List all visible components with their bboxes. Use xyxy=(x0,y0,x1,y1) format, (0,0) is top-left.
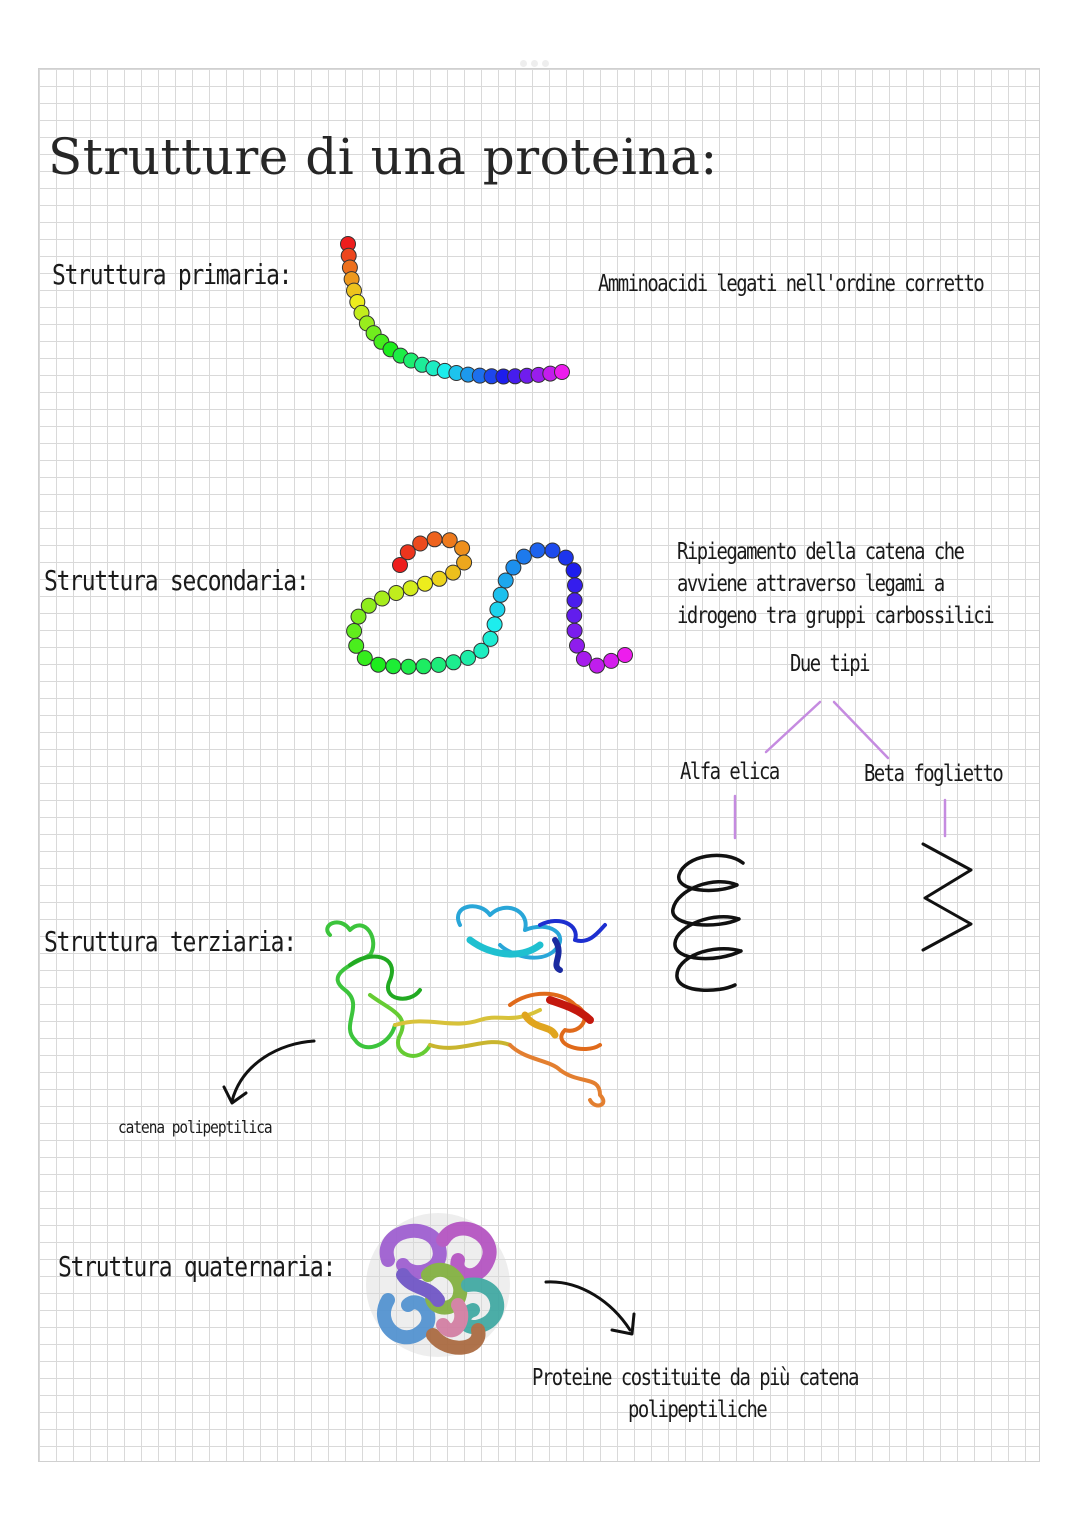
amino-acid-bead xyxy=(567,593,582,608)
amino-acid-bead xyxy=(418,576,433,591)
amino-acid-bead xyxy=(386,659,401,674)
tertiary-note: catena polipeptilica xyxy=(118,1118,272,1138)
amino-acid-bead xyxy=(375,591,390,606)
amino-acid-bead xyxy=(357,651,372,666)
amino-acid-bead xyxy=(403,581,418,596)
alfa-helix-drawing xyxy=(655,845,765,1000)
connector-to-beta xyxy=(834,702,888,758)
amino-acid-bead xyxy=(371,657,386,672)
amino-acid-bead xyxy=(618,648,633,663)
amino-acid-bead xyxy=(570,638,585,653)
quaternary-description-line-1: Proteine costituite da più catena xyxy=(532,1365,859,1391)
secondary-description-line-2: avviene attraverso legami a xyxy=(677,571,944,597)
primary-structure-description: Amminoacidi legati nell'ordine corretto xyxy=(598,271,984,297)
amino-acid-bead xyxy=(604,653,619,668)
amino-acid-bead xyxy=(567,623,582,638)
amino-acid-bead xyxy=(566,563,581,578)
amino-acid-bead xyxy=(432,571,447,586)
tertiary-structure-label: Struttura terziaria: xyxy=(44,925,296,958)
amino-acid-bead xyxy=(516,549,531,564)
amino-acid-bead xyxy=(498,573,513,588)
amino-acid-bead xyxy=(555,365,570,380)
amino-acid-bead xyxy=(446,565,461,580)
amino-acid-bead xyxy=(530,543,545,558)
amino-acid-bead xyxy=(351,609,366,624)
secondary-description-line-3: idrogeno tra gruppi carbossilici xyxy=(677,603,994,629)
amino-acid-bead xyxy=(446,655,461,670)
amino-acid-bead xyxy=(431,657,446,672)
primary-structure-bead-chain xyxy=(330,230,580,400)
page-title: Strutture di una proteina: xyxy=(48,128,718,186)
amino-acid-bead xyxy=(568,578,583,593)
amino-acid-bead xyxy=(483,631,498,646)
secondary-structure-label: Struttura secondaria: xyxy=(44,564,309,597)
amino-acid-bead xyxy=(567,608,582,623)
curved-arrow-to-note xyxy=(220,1035,330,1115)
amino-acid-bead xyxy=(545,543,560,558)
type-alfa-elica: Alfa elica xyxy=(680,759,779,785)
amino-acid-bead xyxy=(590,658,605,673)
amino-acid-bead xyxy=(427,532,442,547)
secondary-structure-bead-chain xyxy=(340,525,640,690)
connector-to-alfa xyxy=(766,702,820,752)
primary-structure-label: Struttura primaria: xyxy=(52,258,292,291)
amino-acid-bead xyxy=(493,587,508,602)
amino-acid-bead xyxy=(490,602,505,617)
arrow-to-quaternary-description xyxy=(540,1272,645,1342)
amino-acid-bead xyxy=(416,659,431,674)
amino-acid-bead xyxy=(413,536,428,551)
amino-acid-bead xyxy=(347,624,362,639)
amino-acid-bead xyxy=(487,617,502,632)
amino-acid-bead xyxy=(389,586,404,601)
quaternary-structure-label: Struttura quaternaria: xyxy=(58,1250,336,1283)
secondary-types-heading: Due tipi xyxy=(790,651,870,677)
amino-acid-bead xyxy=(455,541,470,556)
type-beta-foglietto: Beta foglietto xyxy=(864,761,1003,787)
secondary-description-line-1: Ripiegamento della catena che xyxy=(677,539,964,565)
tertiary-structure-ribbon xyxy=(310,895,620,1115)
beta-sheet-drawing xyxy=(915,838,985,958)
amino-acid-bead xyxy=(401,659,416,674)
quaternary-description-line-2: polipeptiliche xyxy=(628,1397,767,1423)
quaternary-structure-complex xyxy=(358,1205,518,1365)
amino-acid-bead xyxy=(461,650,476,665)
